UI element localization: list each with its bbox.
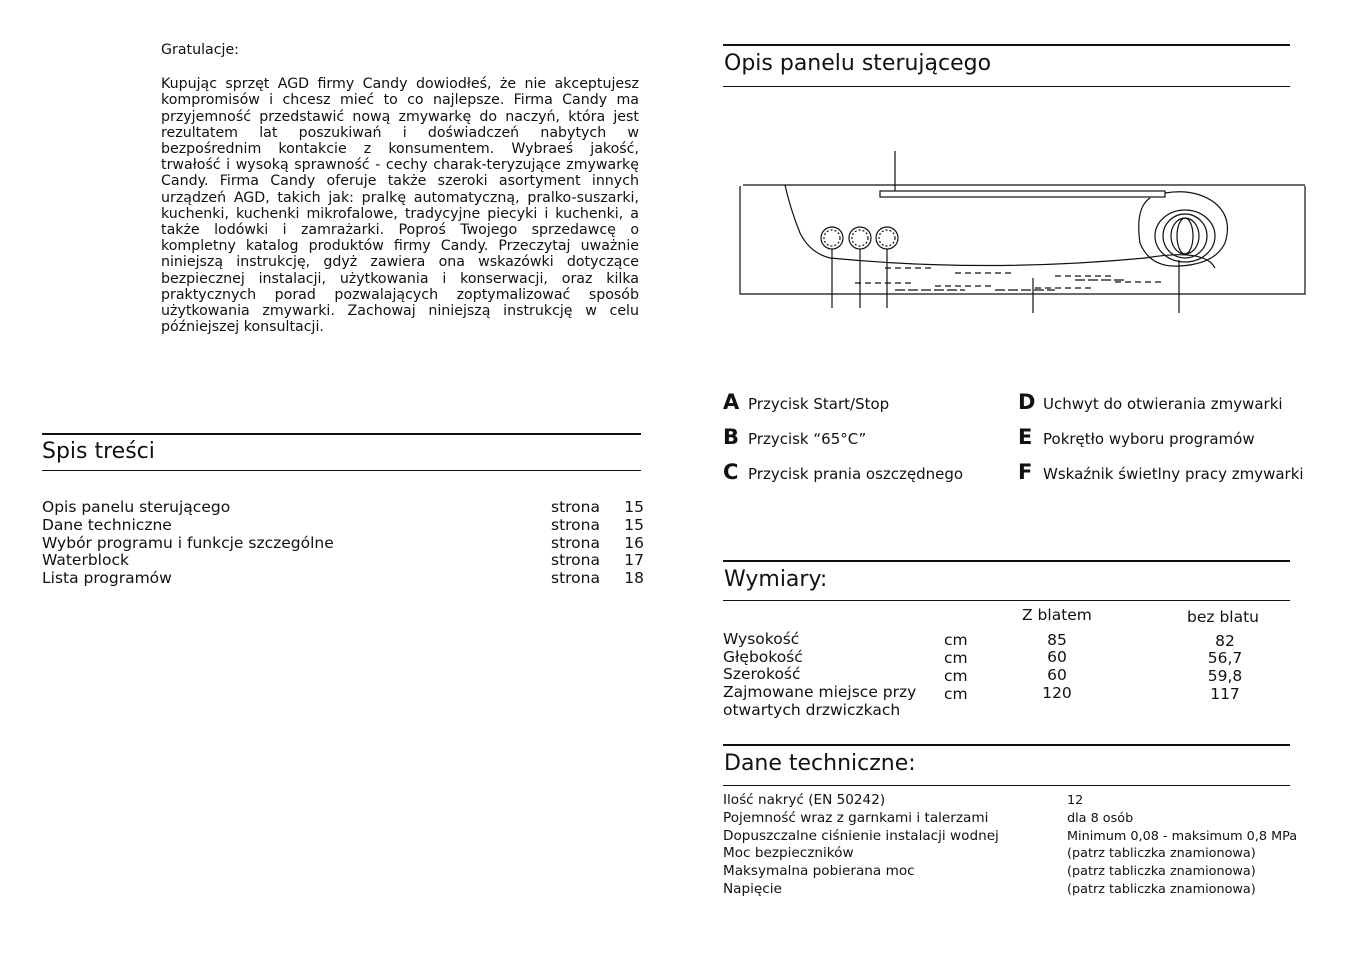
- intro-body: Kupując sprzęt AGD firmy Candy dowiodłeś, że nie akceptujesz kompromisów i chcesz mieć to co najlepsze. Firma Candy ma przyjemność przedstawić nową zmywarkę do naczyń, która jest rezultatem lat poszukiwań i doświadczeń nabytych w bezpośrednim kontakcie z konsumentem. Wybraeś jakość, trwałość i wysoką sprawność - cechy charak-teryzujące zmywarkę Candy. Firma Candy oferuje także szeroki asortyment innych urządzeń AGD, takich jak: pralkę automatyczną, pralko-suszarki, kuchenki, kuchenki mikrofalowe, tradycyjne piecyki i kuchenki, a także lodówki i zamrażarki. Poproś Twojego sprzedawcę o kompletny katalog produktów firmy Candy. Przeczytaj uważnie niniejszą instrukcję, gdyż zawiera ona wskazówki dotyczące bezpiecznej instalacji, użytkowania i konserwacji, oraz kilka praktycznych porad pozwalających zoptymalizować sposób użytkowania zmywarki. Zachowaj niniejszą instrukcję w celu późniejszej konsultacji.: [161, 76, 639, 336]
- dims-label: Zajmowane miejsce przy otwartych drzwiczkach: [723, 683, 917, 719]
- dims-label: Szerokość: [723, 665, 801, 683]
- legend-item: B Przycisk “65°C”: [723, 425, 867, 449]
- table-of-contents: [42, 499, 644, 588]
- panel-rule-top: [723, 44, 1290, 46]
- toc-rule-top: [42, 433, 641, 435]
- toc-row: Dane techniczne strona 15: [42, 515, 644, 534]
- dims-value: 56,7: [1207, 649, 1243, 667]
- legend-item: E Pokrętło wyboru programów: [1018, 425, 1255, 449]
- tech-key: Moc bezpieczników: [723, 845, 854, 861]
- dims-unit: cm: [944, 667, 968, 685]
- control-panel-diagram: [735, 148, 1315, 318]
- tech-key: Dopuszczalne ciśnienie instalacji wodnej: [723, 828, 999, 844]
- tech-value: 12: [1067, 793, 1084, 808]
- toc-rule-bottom: [42, 470, 641, 471]
- dims-rule-bottom: [723, 600, 1290, 601]
- dims-col-header: Z blatem: [1022, 606, 1092, 624]
- toc-row: Waterblock strona 17: [42, 551, 644, 570]
- dims-value: 82: [1215, 632, 1235, 650]
- dims-col-header: bez blatu: [1187, 608, 1259, 626]
- dims-value: 60: [1047, 666, 1067, 684]
- dims-value: 59,8: [1207, 667, 1243, 685]
- panel-rule-bottom: [723, 86, 1290, 87]
- tech-value: (patrz tabliczka znamionowa): [1067, 864, 1256, 879]
- dims-unit: cm: [944, 649, 968, 667]
- dims-rule-top: [723, 560, 1290, 562]
- dims-unit: cm: [944, 685, 968, 703]
- dims-value: 85: [1047, 631, 1067, 649]
- tech-value: (patrz tabliczka znamionowa): [1067, 846, 1256, 861]
- tech-value: (patrz tabliczka znamionowa): [1067, 882, 1256, 897]
- legend-item: A Przycisk Start/Stop: [723, 390, 890, 414]
- dims-unit: cm: [944, 631, 968, 649]
- tech-title: Dane techniczne:: [724, 751, 916, 776]
- dims-value: 60: [1047, 648, 1067, 666]
- legend-item: C Przycisk prania oszczędnego: [723, 460, 964, 484]
- tech-value: Minimum 0,08 - maksimum 0,8 MPa: [1067, 829, 1298, 844]
- toc-title: Spis treści: [42, 439, 155, 464]
- tech-rule-bottom: [723, 785, 1290, 786]
- intro-text: [161, 42, 639, 335]
- toc-row: Lista programów strona 18: [42, 569, 644, 588]
- panel-title: Opis panelu sterującego: [724, 51, 992, 76]
- tech-key: Pojemność wraz z garnkami i talerzami: [723, 810, 989, 826]
- legend-item: F Wskaźnik świetlny pracy zmywarki: [1018, 460, 1304, 484]
- toc-row: Opis panelu sterującego strona 15: [42, 498, 644, 516]
- toc-row: Wybór programu i funkcje szczególne strona 16: [42, 533, 644, 552]
- legend-item: D Uchwyt do otwierania zmywarki: [1018, 390, 1283, 414]
- tech-key: Ilość nakryć (EN 50242): [723, 792, 886, 808]
- dims-title: Wymiary:: [724, 567, 828, 592]
- tech-key: Maksymalna pobierana moc: [723, 863, 915, 879]
- greeting: Gratulacje:: [161, 42, 239, 58]
- dims-label: Głębokość: [723, 648, 803, 666]
- dims-label: Wysokość: [723, 630, 800, 648]
- dims-value: 120: [1042, 684, 1072, 702]
- tech-key: Napięcie: [723, 881, 782, 897]
- tech-rule-top: [723, 744, 1290, 746]
- dims-value: 117: [1210, 685, 1240, 703]
- tech-value: dla 8 osób: [1067, 811, 1134, 826]
